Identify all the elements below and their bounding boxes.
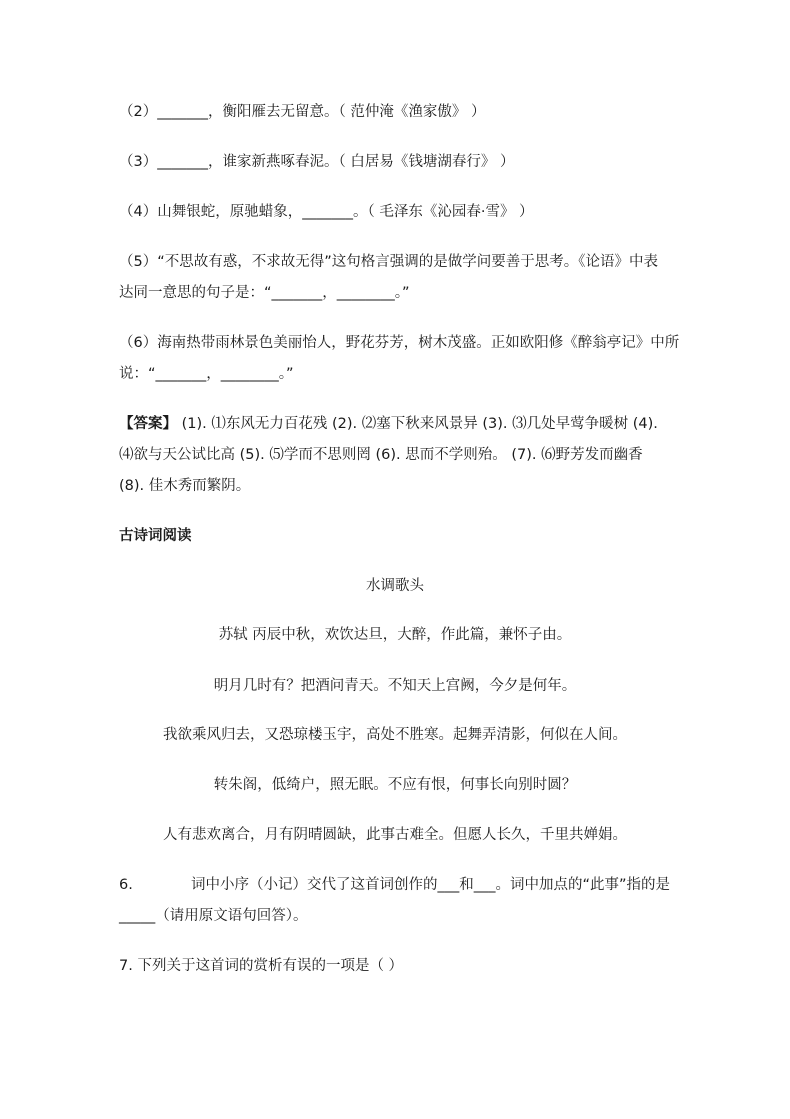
question-7: 7. 下列关于这首词的赏析有误的一项是（ ） (119, 958, 404, 974)
answer-line-1 (119, 414, 658, 434)
poem-line-3: 转朱阁，低绮户，照无眠。不应有恨，何事长向别时圆？ (213, 777, 577, 793)
poem-line-4: 人有悲欢离合，月有阴晴圆缺，此事古难全。但愿人长久，千里共婵娟。 (163, 827, 627, 843)
question-6-line-2: _____（请用原文语句回答）。 (119, 908, 308, 924)
question-6-number: 6. (119, 877, 133, 893)
fill-item-6-line-1: （6）海南热带雨林景色美丽怡人，野花芬芳，树木茂盛。正如欧阳修《醉翁亭记》中所 (119, 335, 680, 351)
fill-item-3: （3）_______，谁家新燕啄春泥。（ 白居易《钱塘湖春行》 ） (119, 154, 515, 170)
poem-line-2: 我欲乘风归去，又恐琼楼玉宇，高处不胜寒。起舞弄清影，何似在人间。 (163, 727, 627, 743)
answer-label: 【答案】 (119, 416, 177, 432)
answer-text-1: (1). ⑴东风无力百花残 (2). ⑵塞下秋来风景异 (3). ⑶几处早莺争暖树 (4). (181, 416, 658, 432)
section-heading: 古诗词阅读 (119, 528, 192, 544)
fill-item-2: （2）_______，衡阳雁去无留意。（ 范仲淹《渔家傲》 ） (119, 104, 486, 120)
fill-item-5-line-1: （5）“不思故有惑，不求故无得”这句格言强调的是做学问要善于思考。《论语》中表 (119, 254, 658, 270)
answer-line-3: (8). 佳木秀而繁阴。 (119, 478, 251, 494)
poem-line-1: 明月几时有？把酒问青天。不知天上宫阙，今夕是何年。 (213, 678, 577, 694)
poem-title: 水调歌头 (366, 578, 424, 594)
fill-item-4: （4）山舞银蛇，原驰蜡象，_______。（ 毛泽东《沁园春·雪》 ） (119, 204, 534, 220)
answer-line-2: ⑷欲与天公试比高 (5). ⑸学而不思则罔 (6). 思而不学则殆。 (7). ⑹野芳发而幽香 (119, 447, 643, 463)
fill-item-6-line-2: 说：“_______，________。” (119, 366, 294, 382)
poem-preface: 苏轼 丙辰中秋，欢饮达旦，大醉，作此篇，兼怀子由。 (218, 627, 572, 643)
fill-item-5-line-2: 达同一意思的句子是：“_______，________。” (119, 285, 410, 301)
question-6-line-1: 词中小序（小记）交代了这首词创作的___和___。词中加点的“此事”指的是 (191, 877, 671, 893)
